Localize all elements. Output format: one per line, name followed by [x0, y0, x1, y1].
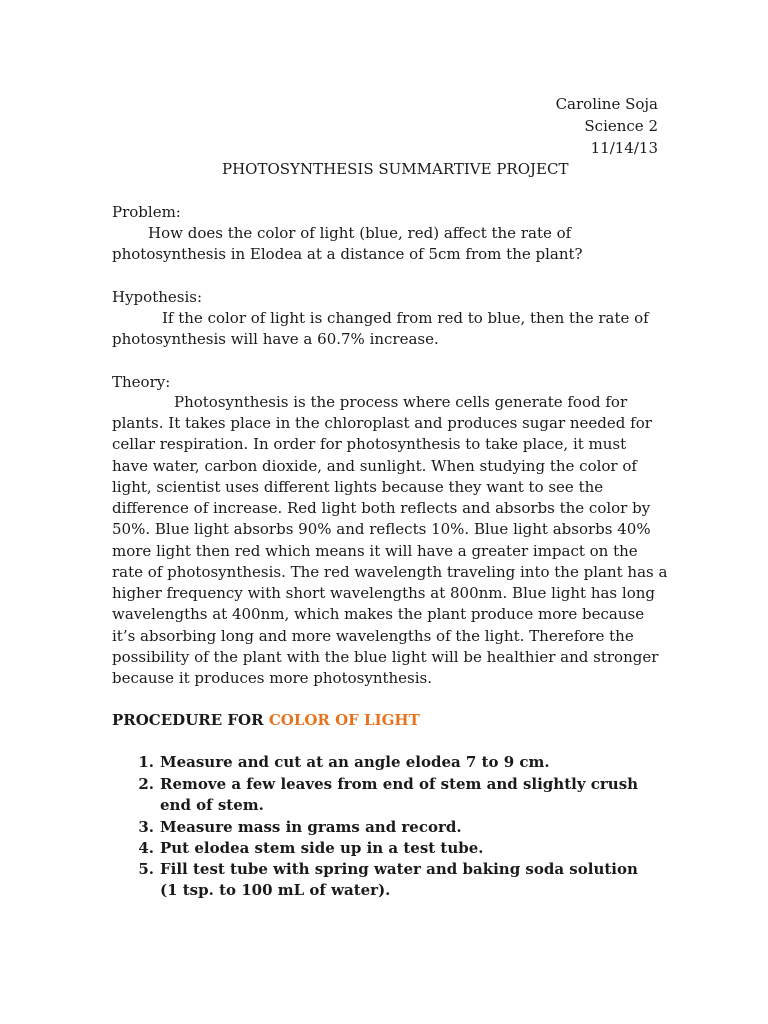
- theory-line: wavelengths at 400nm, which makes the plant produce more because: [112, 605, 645, 623]
- step-number: 4.: [138, 839, 154, 857]
- hypothesis-line: photosynthesis will have a 60.7% increase.: [112, 330, 439, 348]
- step-number: 1.: [138, 753, 154, 771]
- theory-line: 50%. Blue light absorbs 90% and reflects 10%. Blue light absorbs 40%: [112, 520, 651, 538]
- step-number: 5.: [138, 860, 154, 878]
- step-text: Measure and cut at an angle elodea 7 to 9 cm.: [160, 753, 550, 771]
- procedure-step: [132, 752, 550, 773]
- problem-line: photosynthesis in Elodea at a distance of 5cm from the plant?: [112, 245, 583, 263]
- theory-line: it’s absorbing long and more wavelengths of the light. Therefore the: [112, 627, 634, 645]
- problem-heading: Problem:: [112, 203, 181, 221]
- step-text: Measure mass in grams and record.: [160, 818, 462, 836]
- document-title: PHOTOSYNTHESIS SUMMARTIVE PROJECT: [222, 160, 569, 178]
- document-date: 11/14/13: [590, 139, 658, 157]
- step-text-continued: (1 tsp. to 100 mL of water).: [160, 881, 391, 899]
- procedure-step: [132, 859, 638, 880]
- theory-line: possibility of the plant with the blue light will be healthier and stronger: [112, 648, 659, 666]
- procedure-heading-prefix: PROCEDURE FOR: [112, 711, 264, 729]
- step-number: 2.: [138, 775, 154, 793]
- problem-line: How does the color of light (blue, red) affect the rate of: [148, 224, 572, 242]
- theory-line: have water, carbon dioxide, and sunlight. When studying the color of: [112, 457, 637, 475]
- theory-line: light, scientist uses different lights because they want to see the: [112, 478, 604, 496]
- class-name: Science 2: [584, 117, 658, 135]
- procedure-step: [132, 774, 638, 795]
- theory-line: cellar respiration. In order for photosynthesis to take place, it must: [112, 435, 627, 453]
- theory-line: difference of increase. Red light both reflects and absorbs the color by: [112, 499, 651, 517]
- theory-line: more light then red which means it will have a greater impact on the: [112, 542, 638, 560]
- step-text: Put elodea stem side up in a test tube.: [160, 839, 484, 857]
- theory-line: plants. It takes place in the chloroplast and produces sugar needed for: [112, 414, 652, 432]
- step-text-continued: end of stem.: [160, 796, 264, 814]
- theory-line: higher frequency with short wavelengths at 800nm. Blue light has long: [112, 584, 655, 602]
- step-text: Remove a few leaves from end of stem and slightly crush: [160, 775, 639, 793]
- procedure-heading-accent: COLOR OF LIGHT: [268, 711, 420, 729]
- theory-line: Photosynthesis is the process where cells generate food for: [174, 393, 628, 411]
- theory-line: rate of photosynthesis. The red wavelength traveling into the plant has a: [112, 563, 668, 581]
- step-text: Fill test tube with spring water and baking soda solution: [160, 860, 638, 878]
- procedure-heading: [112, 710, 420, 731]
- hypothesis-line: If the color of light is changed from red to blue, then the rate of: [162, 309, 649, 327]
- procedure-step: [132, 817, 462, 838]
- hypothesis-heading: Hypothesis:: [112, 288, 202, 306]
- procedure-step: [132, 838, 484, 859]
- theory-heading: Theory:: [112, 373, 171, 391]
- author-name: Caroline Soja: [555, 95, 658, 113]
- step-number: 3.: [138, 818, 154, 836]
- theory-line: because it produces more photosynthesis.: [112, 669, 433, 687]
